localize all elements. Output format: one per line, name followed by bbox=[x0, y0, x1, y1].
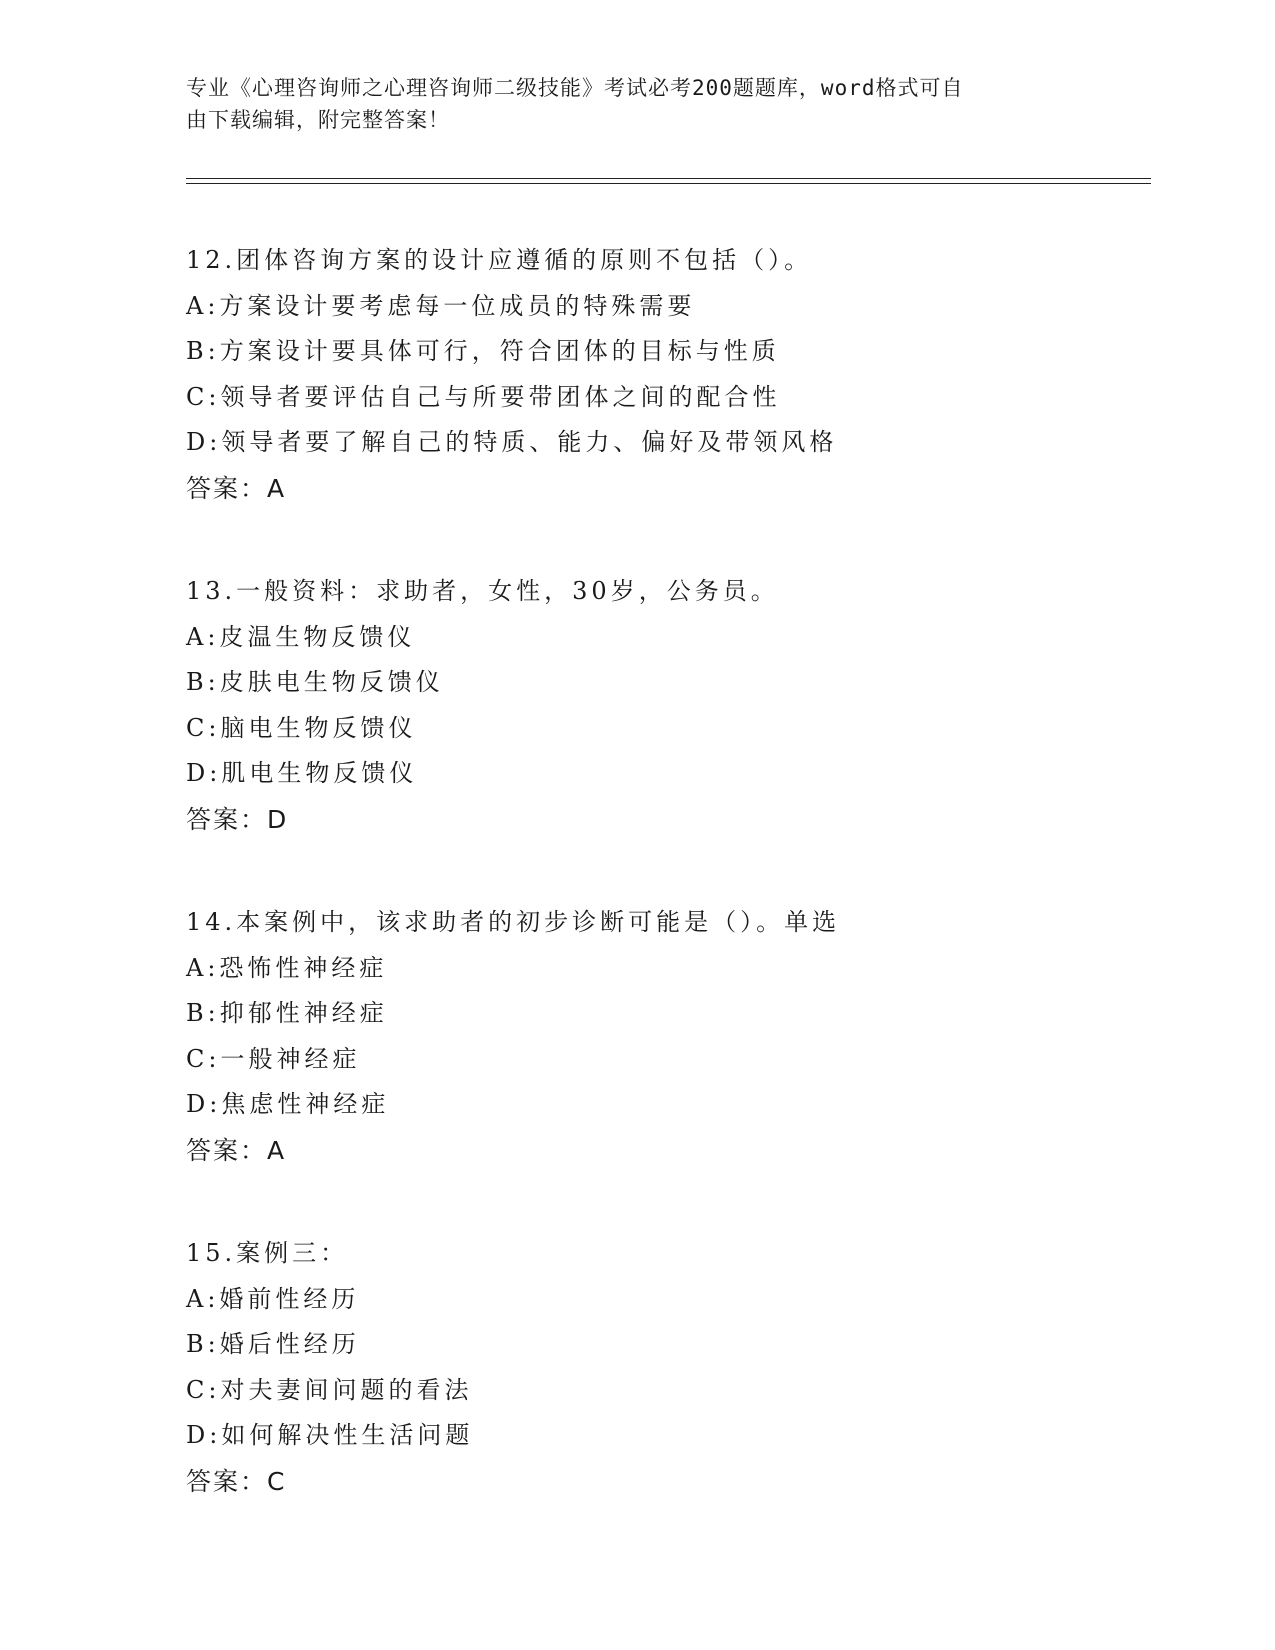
answer: 答案：C bbox=[186, 1466, 287, 1496]
option-c: C:对夫妻间问题的看法 bbox=[186, 1375, 473, 1404]
option-a: A:方案设计要考虑每一位成员的特殊需要 bbox=[186, 291, 696, 320]
option-d: D:领导者要了解自己的特质、能力、偏好及带领风格 bbox=[186, 428, 838, 456]
option-d: D:焦虑性神经症 bbox=[186, 1090, 390, 1118]
question-12 bbox=[186, 238, 1146, 511]
option-d: D:肌电生物反馈仪 bbox=[186, 759, 418, 787]
answer: 答案：D bbox=[186, 804, 289, 834]
header-line-2: 由下载编辑，附完整答案！ bbox=[186, 108, 450, 132]
header-line-1: 专业《心理咨询师之心理咨询师二级技能》考试必考200题题库，word格式可自 bbox=[186, 76, 964, 100]
option-a: A:皮温生物反馈仪 bbox=[186, 622, 416, 651]
question-list bbox=[186, 238, 1146, 1562]
document-header bbox=[186, 72, 1066, 136]
option-c: C:脑电生物反馈仪 bbox=[186, 713, 417, 742]
question-13 bbox=[186, 569, 1146, 842]
option-c: C:领导者要评估自己与所要带团体之间的配合性 bbox=[186, 382, 781, 411]
header-divider-top bbox=[186, 178, 1151, 179]
question-stem: 15.案例三： bbox=[186, 1239, 349, 1267]
answer: 答案：A bbox=[186, 1135, 287, 1165]
option-a: A:婚前性经历 bbox=[186, 1284, 360, 1313]
question-stem: 12.团体咨询方案的设计应遵循的原则不包括（）。 bbox=[186, 246, 813, 274]
option-a: A:恐怖性神经症 bbox=[186, 953, 388, 982]
question-stem: 14.本案例中，该求助者的初步诊断可能是（）。单选 bbox=[186, 908, 841, 936]
option-b: B:抑郁性神经症 bbox=[186, 999, 388, 1027]
option-b: B:婚后性经历 bbox=[186, 1330, 360, 1358]
option-b: B:方案设计要具体可行，符合团体的目标与性质 bbox=[186, 337, 780, 365]
header-divider-bottom bbox=[186, 183, 1151, 184]
question-14 bbox=[186, 900, 1146, 1173]
option-d: D:如何解决性生活问题 bbox=[186, 1421, 474, 1449]
question-15 bbox=[186, 1231, 1146, 1504]
question-stem: 13.一般资料：求助者，女性，30岁，公务员。 bbox=[186, 577, 779, 605]
option-b: B:皮肤电生物反馈仪 bbox=[186, 668, 444, 696]
answer: 答案：A bbox=[186, 473, 287, 503]
option-c: C:一般神经症 bbox=[186, 1044, 361, 1073]
